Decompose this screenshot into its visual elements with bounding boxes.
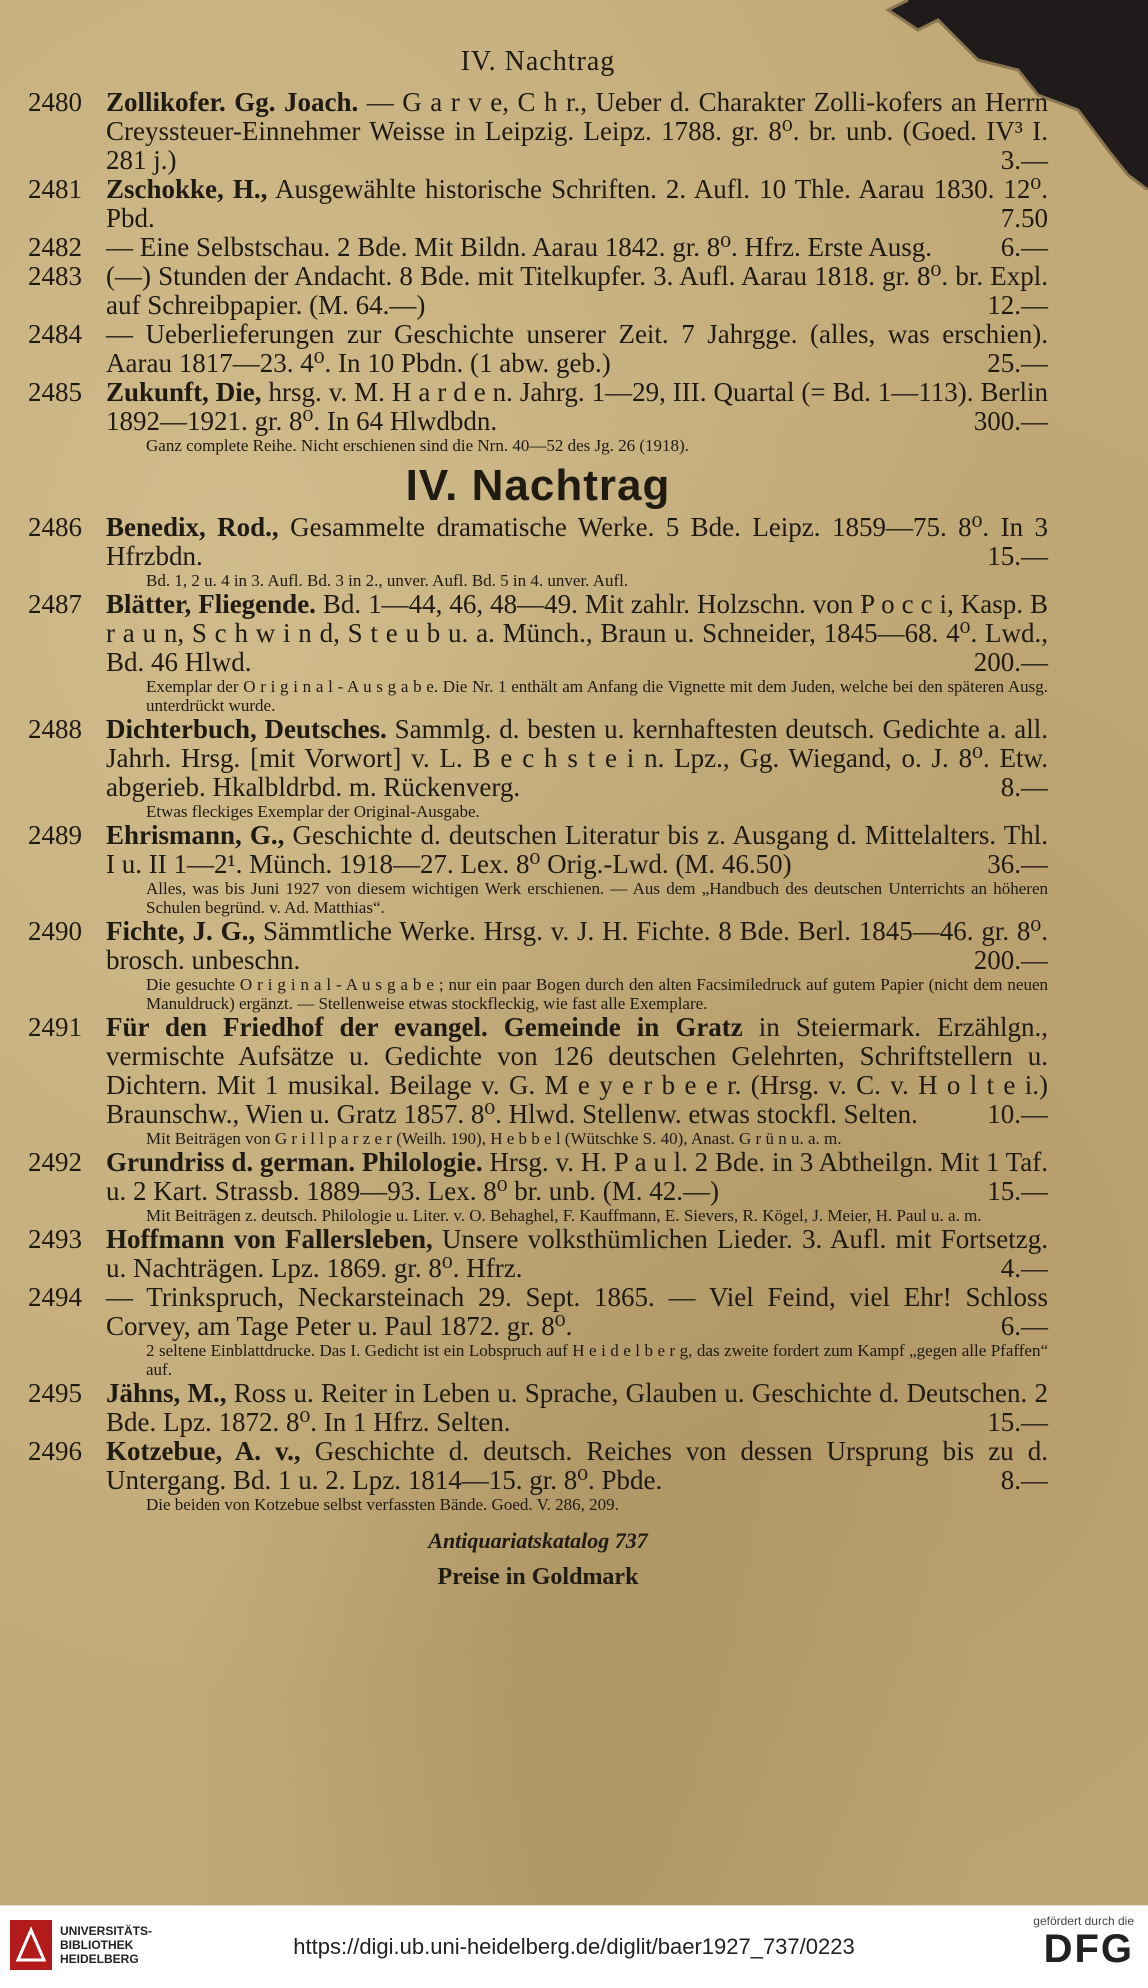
entry-author: Grundriss d. german. Philologie. — [106, 1147, 483, 1177]
entry-author: Fichte, J. G., — [106, 916, 256, 946]
entry-number: 2488 — [28, 714, 82, 744]
entry-number: 2490 — [28, 916, 82, 946]
logo-text: UNIVERSITÄTS- BIBLIOTHEK HEIDELBERG — [60, 1924, 153, 1966]
entry-body — [106, 1437, 1048, 1495]
entry-body — [106, 513, 1048, 571]
entry-note: Die gesuchte O r i g i n a l - A u s g a b e ; nur ein paar Bogen durch den alten Facsimiledruck auf gutem Papier (nicht dem neuen Manuldruck) ergänzt. — Stellenweise etwas stockfleckig, wie fast alle Exemplare. — [146, 975, 1048, 1013]
entry-text: — G a r v e, C h r., Ueber d. Charakter Zolli-kofers an Herrn Creyssteuer-Einnehmer Weisse in Leipzig. Leipz. 1788. gr. 8⁰. br. unb. (Goed. IV³ I. 281 j.) — [106, 87, 1049, 175]
entry-text: Ross u. Reiter in Leben u. Sprache, Glauben u. Geschichte d. Deutschen. 2 Bde. Lpz. 1872. 8⁰. In 1 Hfrz. Selten. — [106, 1378, 1048, 1437]
catalog-entry — [28, 917, 1048, 1013]
entry-note: Mit Beiträgen z. deutsch. Philologie u. Liter. v. O. Behaghel, F. Kauffmann, E. Sievers, R. Kögel, J. Meier, H. Paul u. a. m. — [146, 1206, 982, 1225]
catalog-footer: Antiquariatskatalog 737 — [428, 1528, 648, 1553]
entry-price: 36.— — [987, 849, 1048, 879]
entry-author: Für den Friedhof der evangel. Gemeinde in Gratz — [106, 1012, 743, 1042]
catalog-entry — [28, 1148, 1048, 1225]
entry-text: (—) Stunden der Andacht. 8 Bde. mit Titelkupfer. 3. Aufl. Aarau 1818. gr. 8⁰. br. Expl. auf Schreibpapier. (M. 64.—) — [106, 261, 1048, 320]
entry-author: Kotzebue, A. v., — [106, 1436, 301, 1466]
entry-note: Alles, was bis Juni 1927 von diesem wichtigen Werk erschienen. — Aus dem „Handbuch des deutschen Unterrichts an höheren Schulen begründ. v. Ad. Matthias“. — [146, 879, 1048, 917]
entry-body — [106, 821, 1048, 879]
dfg-logo[interactable]: gefördert durch die DFG — [1033, 1914, 1134, 1971]
entry-body — [106, 378, 1048, 436]
catalog-entry — [28, 513, 1048, 590]
entry-number: 2486 — [28, 512, 82, 542]
catalog-entry — [28, 175, 1048, 233]
catalog-entry — [28, 378, 1048, 455]
entry-author: Ehrismann, G., — [106, 820, 285, 850]
entry-author: Zschokke, H., — [106, 174, 268, 204]
entry-author: Benedix, Rod., — [106, 512, 279, 542]
entry-body — [106, 320, 1048, 378]
entry-number: 2496 — [28, 1436, 82, 1466]
entry-number: 2493 — [28, 1224, 82, 1254]
entry-author: Hoffmann von Fallersleben, — [106, 1224, 433, 1254]
entry-author: Zollikofer. Gg. Joach. — [106, 87, 359, 117]
entry-price: 7.50 — [1000, 203, 1048, 233]
entry-price: 200.— — [973, 647, 1048, 677]
entry-text: Unsere volksthümlichen Lieder. 3. Aufl. mit Fortsetzg. u. Nachträgen. Lpz. 1869. gr. 8⁰. Hfrz. — [106, 1224, 1049, 1283]
catalog-entry — [28, 1013, 1048, 1148]
entry-note: Ganz complete Reihe. Nicht erschienen sind die Nrn. 40—52 des Jg. 26 (1918). — [146, 436, 689, 455]
entry-price: 8.— — [1000, 1465, 1048, 1495]
entry-number: 2494 — [28, 1282, 82, 1312]
entry-text: Geschichte d. deutsch. Reiches von dessen Ursprung bis zu d. Untergang. Bd. 1 u. 2. Lpz. 1814—15. gr. 8⁰. Pbde. — [106, 1436, 1049, 1495]
entry-body — [106, 175, 1048, 233]
entry-number: 2492 — [28, 1147, 82, 1177]
entry-note: Die beiden von Kotzebue selbst verfassten Bände. Goed. V. 286, 209. — [146, 1495, 619, 1514]
entry-number: 2485 — [28, 377, 82, 407]
entry-number: 2483 — [28, 261, 82, 291]
entry-text: in Steiermark. Erzählgn., vermischte Aufsätze u. Gedichte von 126 deutschen Gelehrten, Schriftstellern u. Dichtern. Mit 1 musikal. Beilage v. G. M e y e r b e e r. (Hrsg. v. C. v. H o l t e i.) Braunschw., Wien u. Gratz 1857. 8⁰. Hlwd. Stellenw. etwas stockfl. Selten. — [106, 1012, 1048, 1129]
entry-text: Bd. 1—44, 46, 48—49. Mit zahlr. Holzschn. von P o c c i, Kasp. B r a u n, S c h w i n d, S t e u b u. a. Münch., Braun u. Schneider, 1845—68. 4⁰. Lwd., Bd. 46 Hlwd. — [106, 589, 1048, 677]
entry-price: 3.— — [1000, 145, 1048, 175]
entry-note: Mit Beiträgen von G r i l l p a r z e r (Weilh. 190), H e b b e l (Wütschke S. 40), Anast. G r ü n u. a. m. — [146, 1129, 842, 1148]
catalog-entry — [28, 1379, 1048, 1437]
catalog-page — [28, 46, 1048, 1591]
entry-price: 15.— — [987, 541, 1048, 571]
entry-list-bottom — [28, 513, 1048, 1514]
entry-author: Dichterbuch, Deutsches. — [106, 714, 387, 744]
entry-price: 12.— — [987, 290, 1048, 320]
entry-text: Hrsg. v. H. P a u l. 2 Bde. in 3 Abtheilgn. Mit 1 Taf. u. 2 Kart. Strassb. 1889—93. Lex. 8⁰ br. unb. (M. 42.—) — [106, 1147, 1048, 1206]
catalog-entry — [28, 715, 1048, 821]
entry-price: 25.— — [987, 348, 1048, 378]
catalog-entry — [28, 1437, 1048, 1514]
section-heading: IV. Nachtrag — [405, 461, 671, 510]
entry-body — [106, 233, 1048, 262]
entry-text: hrsg. v. M. H a r d e n. Jahrg. 1—29, III. Quartal (= Bd. 1—113). Berlin 1892—1921. gr. 8⁰. In 64 Hlwdbdn. — [106, 377, 1049, 436]
entry-note: 2 seltene Einblattdrucke. Das I. Gedicht ist ein Lobspruch auf H e i d e l b e r g, das zweite fordert zum Kampf „gegen alle Pfaffen“ auf. — [146, 1341, 1048, 1379]
entry-number: 2481 — [28, 174, 82, 204]
entry-body — [106, 88, 1048, 175]
entry-text: Sammlg. d. besten u. kernhaftesten deutsch. Gedichte a. all. Jahrh. Hrsg. [mit Vorwort] v. L. B e c h s t e i n. Lpz., Gg. Wiegand, o. J. 8⁰. Etw. abgerieb. Hkalbldrbd. m. Rückenverg. — [106, 714, 1049, 802]
entry-text: Geschichte d. deutschen Literatur bis z. Ausgang d. Mittelalters. Thl. I u. II 1—2¹. Münch. 1918—27. Lex. 8⁰ Orig.-Lwd. (M. 46.50) — [106, 820, 1048, 879]
entry-number: 2495 — [28, 1378, 82, 1408]
entry-text: Ausgewählte historische Schriften. 2. Aufl. 10 Thle. Aarau 1830. 12⁰. Pbd. — [106, 174, 1048, 233]
catalog-entry — [28, 320, 1048, 378]
entry-body — [106, 1013, 1048, 1129]
entry-text: Gesammelte dramatische Werke. 5 Bde. Leipz. 1859—75. 8⁰. In 3 Hfrzbdn. — [106, 512, 1048, 571]
entry-body — [106, 262, 1048, 320]
entry-note: Exemplar der O r i g i n a l - A u s g a b e. Die Nr. 1 enthält am Anfang die Vignette mit dem Juden, welche bei den späteren Ausg. unterdrückt wurde. — [146, 677, 1048, 715]
entry-price: 10.— — [987, 1099, 1048, 1129]
entry-body — [106, 1148, 1048, 1206]
entry-body — [106, 1379, 1048, 1437]
entry-body — [106, 917, 1048, 975]
entry-price: 200.— — [973, 945, 1048, 975]
entry-number: 2491 — [28, 1012, 82, 1042]
entry-list-top — [28, 88, 1048, 455]
entry-author: Jähns, M., — [106, 1378, 227, 1408]
entry-body — [106, 590, 1048, 677]
entry-note: Bd. 1, 2 u. 4 in 3. Aufl. Bd. 3 in 2., unver. Aufl. Bd. 5 in 4. unver. Aufl. — [146, 571, 629, 590]
entry-price: 300.— — [973, 406, 1048, 436]
catalog-entry — [28, 1283, 1048, 1379]
entry-text: — Ueberlieferungen zur Geschichte unserer Zeit. 7 Jahrgge. (alles, was erschien). Aarau 1817—23. 4⁰. In 10 Pbdn. (1 abw. geb.) — [106, 319, 1048, 378]
catalog-entry — [28, 88, 1048, 175]
entry-body — [106, 1283, 1048, 1341]
entry-body — [106, 1225, 1048, 1283]
entry-number: 2482 — [28, 232, 82, 262]
entry-price: 15.— — [987, 1176, 1048, 1206]
entry-price: 6.— — [1000, 1311, 1048, 1341]
entry-text: — Trinkspruch, Neckarsteinach 29. Sept. 1865. — Viel Feind, viel Ehr! Schloss Corvey, am Tage Peter u. Paul 1872. gr. 8⁰. — [106, 1282, 1048, 1341]
entry-number: 2484 — [28, 319, 82, 349]
entry-price: 4.— — [1000, 1253, 1048, 1283]
entry-price: 6.— — [1000, 232, 1048, 262]
entry-author: Zukunft, Die, — [106, 377, 262, 407]
entry-price: 15.— — [987, 1407, 1048, 1437]
catalog-entry — [28, 821, 1048, 917]
catalog-entry — [28, 233, 1048, 262]
entry-number: 2489 — [28, 820, 82, 850]
entry-note: Etwas fleckiges Exemplar der Original-Ausgabe. — [146, 802, 480, 821]
entry-price: 8.— — [1000, 772, 1048, 802]
price-footer: Preise in Goldmark — [437, 1564, 639, 1590]
viewer-bar — [0, 1905, 1148, 1988]
page-url[interactable]: https://digi.ub.uni-heidelberg.de/diglit/baer1927_737/0223 — [293, 1934, 855, 1959]
catalog-entry — [28, 590, 1048, 715]
running-header: IV. Nachtrag — [460, 46, 616, 77]
entry-body — [106, 715, 1048, 802]
entry-number: 2487 — [28, 589, 82, 619]
catalog-entry — [28, 262, 1048, 320]
entry-number: 2480 — [28, 87, 82, 117]
catalog-entry — [28, 1225, 1048, 1283]
entry-text: Sämmtliche Werke. Hrsg. v. J. H. Fichte. 8 Bde. Berl. 1845—46. gr. 8⁰. brosch. unbeschn. — [106, 916, 1048, 975]
entry-author: Blätter, Fliegende. — [106, 589, 316, 619]
entry-text: — Eine Selbstschau. 2 Bde. Mit Bildn. Aarau 1842. gr. 8⁰. Hfrz. Erste Ausg. — [106, 232, 932, 262]
